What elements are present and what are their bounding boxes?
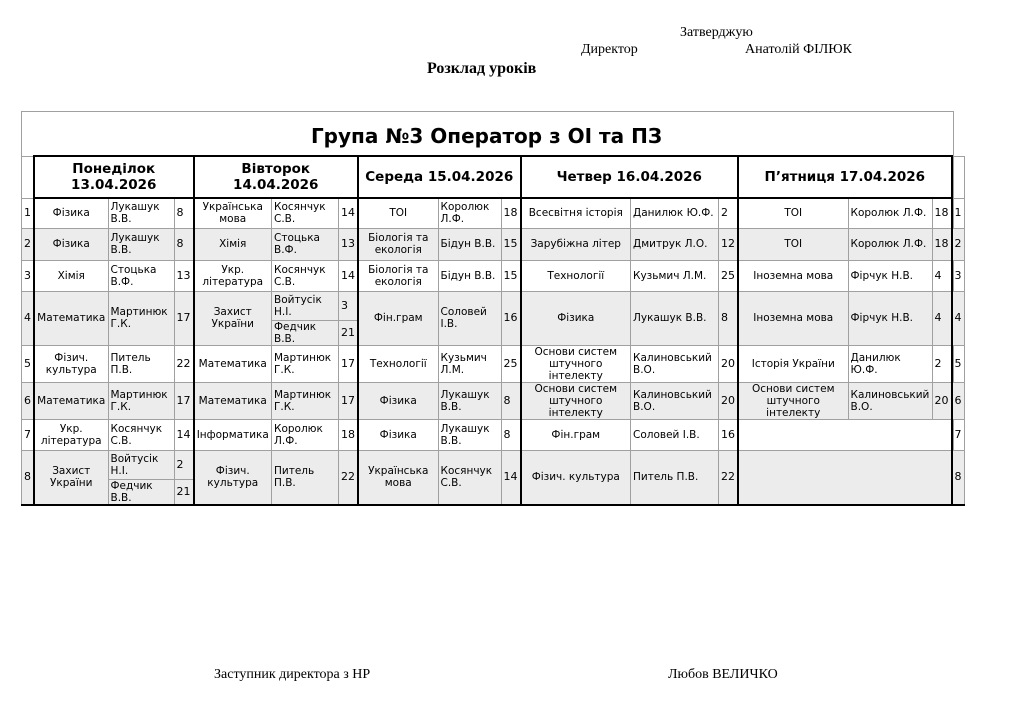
teacher-cell: Мартинюк Г.К.	[108, 382, 174, 419]
teacher-cell: Фірчук Н.В.	[848, 260, 932, 291]
teacher-cell: Кузьмич Л.М.	[631, 260, 719, 291]
lesson-row	[22, 291, 965, 320]
lesson-number: 2	[22, 228, 35, 260]
subject-cell: Фізич. культура	[194, 450, 272, 505]
room-cell: 2	[719, 198, 739, 228]
room-cell: 13	[339, 228, 359, 260]
subject-cell: Математика	[34, 291, 108, 345]
lesson-row	[22, 382, 965, 419]
teacher-cell: Бідун В.В.	[438, 228, 501, 260]
subject-cell: ТОІ	[738, 228, 848, 260]
teacher-cell: Кузьмич Л.М.	[438, 345, 501, 382]
subject-cell: Фізика	[358, 419, 438, 450]
room-cell: 14	[174, 419, 194, 450]
subject-cell: Фізика	[358, 382, 438, 419]
teacher-cell: Питель П.В.	[631, 450, 719, 505]
teacher-cell: Косянчук С.В.	[272, 260, 339, 291]
teacher-cell: Косянчук С.В.	[272, 198, 339, 228]
room-cell: 16	[719, 419, 739, 450]
room-cell: 8	[501, 382, 521, 419]
teacher-cell: Калиновський В.О.	[848, 382, 932, 419]
teacher-cell: Королюк Л.Ф.	[848, 228, 932, 260]
room-cell: 20	[719, 382, 739, 419]
teacher-cell: Лукашук В.В.	[438, 382, 501, 419]
room-cell: 21	[339, 320, 359, 345]
room-cell: 20	[719, 345, 739, 382]
day-header: П’ятниця 17.04.2026	[738, 156, 952, 198]
subject-cell: Інформатика	[194, 419, 272, 450]
empty-slot	[738, 419, 952, 450]
subject-cell: Укр. література	[34, 419, 108, 450]
lesson-number: 3	[952, 260, 965, 291]
schedule-table	[21, 155, 965, 506]
subject-cell: Математика	[194, 345, 272, 382]
teacher-cell: Данилюк Ю.Ф.	[848, 345, 932, 382]
teacher-cell: Бідун В.В.	[438, 260, 501, 291]
teacher-cell: Федчик В.В.	[272, 320, 339, 345]
teacher-cell: Королюк Л.Ф.	[272, 419, 339, 450]
room-cell: 25	[501, 345, 521, 382]
lesson-number: 4	[952, 291, 965, 345]
teacher-cell: Стоцька В.Ф.	[108, 260, 174, 291]
room-cell: 14	[339, 260, 359, 291]
subject-cell: Фін.грам	[521, 419, 631, 450]
subject-cell: Українська мова	[194, 198, 272, 228]
subject-cell: Фізика	[34, 228, 108, 260]
subject-cell: Фін.грам	[358, 291, 438, 345]
document-title: Розклад уроків	[427, 60, 537, 77]
lesson-row	[22, 419, 965, 450]
teacher-cell: Лукашук В.В.	[108, 228, 174, 260]
lesson-number: 8	[22, 450, 35, 505]
room-cell: 2	[932, 345, 952, 382]
lesson-number: 1	[22, 198, 35, 228]
subject-cell: Основи систем штучного інтелекту	[521, 382, 631, 419]
subject-cell: Фізика	[34, 198, 108, 228]
subject-cell: Іноземна мова	[738, 291, 848, 345]
room-cell: 14	[339, 198, 359, 228]
teacher-cell: Мартинюк Г.К.	[272, 382, 339, 419]
teacher-cell: Мартинюк Г.К.	[108, 291, 174, 345]
lesson-number: 7	[952, 419, 965, 450]
corner-cell	[952, 156, 965, 198]
room-cell: 8	[174, 228, 194, 260]
room-cell: 15	[501, 260, 521, 291]
lesson-number: 1	[952, 198, 965, 228]
group-title: Група №3 Оператор з ОІ та ПЗ	[310, 124, 663, 148]
teacher-cell: Мартинюк Г.К.	[272, 345, 339, 382]
teacher-cell: Соловей І.В.	[631, 419, 719, 450]
teacher-cell: Королюк Л.Ф.	[438, 198, 501, 228]
teacher-cell: Федчик В.В.	[108, 479, 174, 505]
teacher-cell: Косянчук С.В.	[108, 419, 174, 450]
room-cell: 8	[174, 198, 194, 228]
lesson-number: 2	[952, 228, 965, 260]
subject-cell: ТОІ	[358, 198, 438, 228]
lesson-row	[22, 198, 965, 228]
lesson-number: 4	[22, 291, 35, 345]
empty-slot	[738, 450, 952, 505]
subject-cell: Історія України	[738, 345, 848, 382]
teacher-cell: Стоцька В.Ф.	[272, 228, 339, 260]
lesson-row	[22, 345, 965, 382]
day-header: Середа 15.04.2026	[358, 156, 521, 198]
room-cell: 22	[174, 345, 194, 382]
room-cell: 17	[339, 345, 359, 382]
subject-cell: Хімія	[194, 228, 272, 260]
teacher-cell: Королюк Л.Ф.	[848, 198, 932, 228]
lesson-number: 6	[952, 382, 965, 419]
room-cell: 12	[719, 228, 739, 260]
room-cell: 2	[174, 450, 194, 479]
subject-cell: Хімія	[34, 260, 108, 291]
teacher-cell: Питель П.В.	[108, 345, 174, 382]
approve-label: Затверджую	[680, 25, 753, 40]
day-header-row	[22, 156, 965, 198]
room-cell: 21	[174, 479, 194, 505]
teacher-cell: Лукашук В.В.	[438, 419, 501, 450]
teacher-cell: Лукашук В.В.	[631, 291, 719, 345]
room-cell: 18	[932, 198, 952, 228]
subject-cell: ТОІ	[738, 198, 848, 228]
room-cell: 17	[174, 382, 194, 419]
lesson-row	[22, 260, 965, 291]
room-cell: 18	[501, 198, 521, 228]
teacher-cell: Данилюк Ю.Ф.	[631, 198, 719, 228]
subject-cell: Математика	[34, 382, 108, 419]
room-cell: 22	[719, 450, 739, 505]
room-cell: 15	[501, 228, 521, 260]
subject-cell: Захист України	[34, 450, 108, 505]
subject-cell: Основи систем штучного інтелекту	[738, 382, 848, 419]
subject-cell: Основи систем штучного інтелекту	[521, 345, 631, 382]
lesson-number: 7	[22, 419, 35, 450]
day-date: 13.04.2026	[71, 177, 157, 193]
teacher-cell: Фірчук Н.В.	[848, 291, 932, 345]
subject-cell: Захист України	[194, 291, 272, 345]
day-name: Понеділок	[72, 161, 156, 177]
subject-cell: Зарубіжна літер	[521, 228, 631, 260]
room-cell: 18	[932, 228, 952, 260]
teacher-cell: Питель П.В.	[272, 450, 339, 505]
subject-cell: Всесвітня історія	[521, 198, 631, 228]
deputy-title: Заступник директора з НР	[214, 667, 371, 682]
director-title: Директор	[581, 42, 638, 57]
room-cell: 17	[174, 291, 194, 345]
room-cell: 3	[339, 291, 359, 320]
subject-cell: Біологія та екологія	[358, 260, 438, 291]
teacher-cell: Косянчук С.В.	[438, 450, 501, 505]
lesson-row	[22, 450, 965, 479]
room-cell: 22	[339, 450, 359, 505]
deputy-name: Любов ВЕЛИЧКО	[668, 667, 778, 682]
subject-cell: Українська мова	[358, 450, 438, 505]
room-cell: 14	[501, 450, 521, 505]
director-name: Анатолій ФІЛЮК	[745, 42, 853, 57]
day-header	[34, 156, 194, 198]
teacher-cell: Соловей І.В.	[438, 291, 501, 345]
subject-cell: Укр. література	[194, 260, 272, 291]
room-cell: 17	[339, 382, 359, 419]
room-cell: 25	[719, 260, 739, 291]
room-cell: 13	[174, 260, 194, 291]
teacher-cell: Калиновський В.О.	[631, 345, 719, 382]
subject-cell: Біологія та екологія	[358, 228, 438, 260]
teacher-cell: Войтусік Н.І.	[272, 291, 339, 320]
room-cell: 18	[339, 419, 359, 450]
subject-cell: Технології	[521, 260, 631, 291]
subject-cell: Фізич. культура	[34, 345, 108, 382]
room-cell: 20	[932, 382, 952, 419]
subject-cell: Фізич. культура	[521, 450, 631, 505]
subject-cell: Фізика	[521, 291, 631, 345]
lesson-row	[22, 228, 965, 260]
room-cell: 4	[932, 291, 952, 345]
day-header: Четвер 16.04.2026	[521, 156, 739, 198]
subject-cell: Іноземна мова	[738, 260, 848, 291]
teacher-cell: Дмитрук Л.О.	[631, 228, 719, 260]
day-header: Вівторок 14.04.2026	[194, 156, 359, 198]
lesson-number: 6	[22, 382, 35, 419]
subject-cell: Технології	[358, 345, 438, 382]
teacher-cell: Войтусік Н.І.	[108, 450, 174, 479]
subject-cell: Математика	[194, 382, 272, 419]
teacher-cell: Калиновський В.О.	[631, 382, 719, 419]
lesson-number: 5	[22, 345, 35, 382]
room-cell: 8	[501, 419, 521, 450]
corner-cell	[22, 156, 35, 198]
lesson-number: 8	[952, 450, 965, 505]
lesson-number: 5	[952, 345, 965, 382]
room-cell: 8	[719, 291, 739, 345]
teacher-cell: Лукашук В.В.	[108, 198, 174, 228]
room-cell: 4	[932, 260, 952, 291]
room-cell: 16	[501, 291, 521, 345]
lesson-number: 3	[22, 260, 35, 291]
